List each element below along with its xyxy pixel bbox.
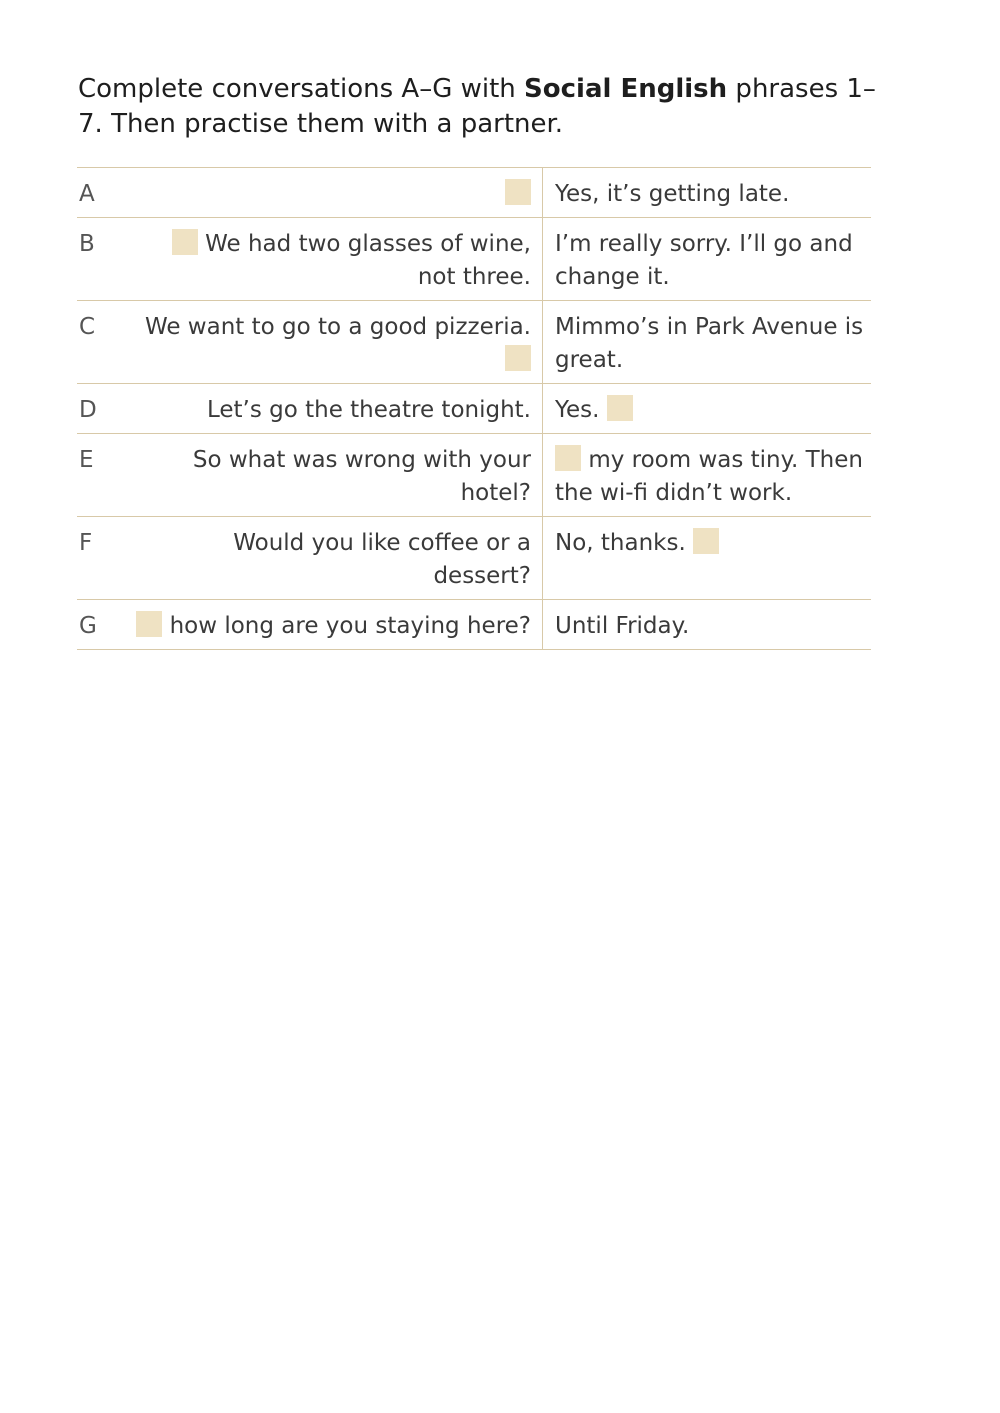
answer-box[interactable] [505,179,531,205]
answer-box[interactable] [607,395,633,421]
speaker-b-line [543,600,872,650]
row-letter: C [79,314,96,340]
line-text: Yes, it’s getting late. [555,181,790,207]
row-letter: A [79,181,95,207]
line-text: Yes. [555,397,600,423]
answer-box[interactable] [505,345,531,371]
instruction-text [78,72,878,142]
speaker-a-line [134,218,543,301]
row-letter: G [79,613,97,639]
row-letter: D [79,397,97,423]
speaker-a-line [134,168,543,218]
speaker-b-line [543,517,872,600]
line-text: Let’s go the theatre tonight. [206,397,531,423]
line-text: I’m really sorry. I’ll go and change it. [555,231,853,290]
line-text: Until Friday. [555,613,690,639]
line-text: my room was tiny. Then the wi-fi didn’t work. [555,447,863,506]
row-letter: F [79,530,93,556]
line-text: So what was wrong with your hotel? [192,447,531,506]
speaker-b-line [543,168,872,218]
conversation-row-f [77,517,871,600]
line-text: We want to go to a good pizzeria. [144,314,531,340]
instruction-start: Complete conversations A–G with [78,74,525,104]
row-letter: E [79,447,94,473]
conversation-row-b [77,218,871,301]
speaker-b-line [543,218,872,301]
conversation-row-e [77,434,871,517]
answer-box[interactable] [555,445,581,471]
speaker-a-line [134,434,543,517]
line-text: No, thanks. [555,530,686,556]
conversation-row-g [77,600,871,650]
answer-box[interactable] [136,611,162,637]
speaker-a-line [134,517,543,600]
line-text: Would you like coffee or a dessert? [233,530,531,589]
answer-box[interactable] [172,229,198,255]
speaker-b-line [543,384,872,434]
conversation-row-a [77,168,871,218]
conversation-table [77,167,871,650]
line-text: how long are you staying here? [169,613,531,639]
line-text: We had two glasses of wine, not three. [205,231,531,290]
instruction-end: phrases 1–7. Then practise them with a partner. [78,74,876,139]
instruction-bold: Social English [524,74,728,104]
speaker-b-line [543,301,872,384]
answer-box[interactable] [693,528,719,554]
speaker-b-line [543,434,872,517]
speaker-a-line [134,600,543,650]
speaker-a-line [134,384,543,434]
line-text: Mimmo’s in Park Avenue is great. [555,314,864,373]
conversation-row-d [77,384,871,434]
row-letter: B [79,231,95,257]
speaker-a-line [134,301,543,384]
conversation-row-c [77,301,871,384]
